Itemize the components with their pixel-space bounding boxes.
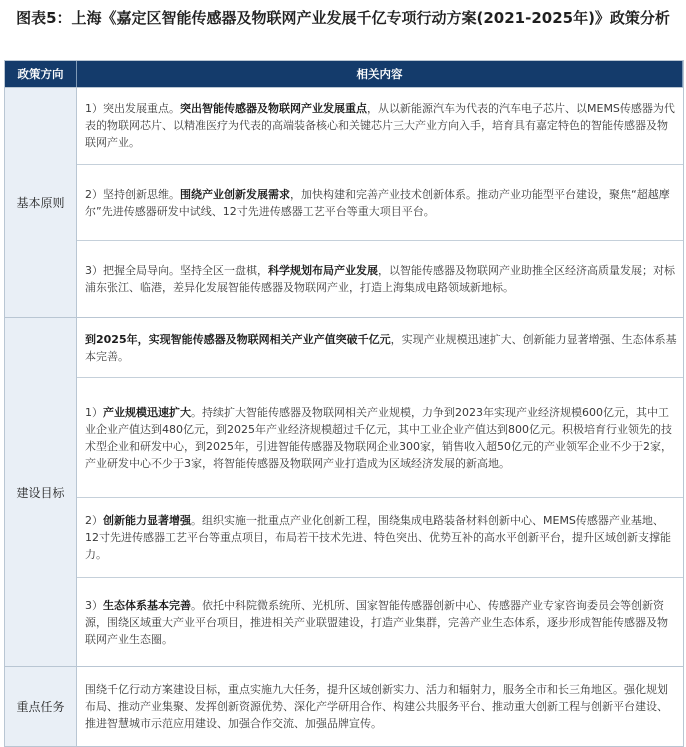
entry-text-body: 。组织实施一批重点产业化创新工程，围绕集成电路装备材料创新中心、MEMS传感器产业基地、12寸先进传感器工艺平台等重点项目，布局若干技术先进、特色突出、优势互补的高水平创新平台，提升区域创新支撑能力。 <box>85 514 671 561</box>
content-construction-goals <box>77 317 683 666</box>
entry-text-emphasis: 突出智能传感器及物联网产业发展重点 <box>180 102 367 116</box>
entry-text-prefix: 2）坚持创新思维。 <box>85 187 180 201</box>
list-item <box>77 241 683 317</box>
list-item <box>77 378 683 498</box>
list-item <box>77 165 683 242</box>
content-basic-principles <box>77 87 683 317</box>
entry-text-body: 。依托中科院微系统所、光机所、国家智能传感器创新中心、传感器产业专家咨询委员会等创新资源，围绕区域重大产业平台项目，推进相关产业联盟建设，打造产业集群，完善产业生态体系，逐步形成智能传感器及物联网产业生态圈。 <box>85 598 668 646</box>
entry-text-prefix: 3） <box>85 598 103 612</box>
list-item <box>77 88 683 165</box>
entry-text-emphasis: 产业规模迅速扩大 <box>103 405 191 419</box>
entry-text-prefix: 围绕千亿行动方案建设目标，重点实施九大任务，提升区域创新实力、活力和辐射力，服务全市和长三角地区。强化规划布局、推动产业集聚、发挥创新资源优势、深化产学研用合作、构建公共服务平台、推动重大创新工程与创新平台建设、推进智慧城市示范应用建设、加强合作交流、加强品牌宣传。 <box>85 683 668 730</box>
entry-text-body: 。持续扩大智能传感器及物联网相关产业规模，力争到2023年实现产业经济规模600亿元，其中工业企业产值达到480亿元，到2025年产业经济规模超过千亿元，其中工业企业产值达到800亿元。积极培育行业领先的技术型企业和研发中心，到2025年，引进智能传感器及物联网企业300家，销售收入超50亿元的产业领军企业不少于2家，产业研发中心不少于3家，将智能传感器及物联网产业打造成为区域经济发展的新高地。 <box>85 405 672 470</box>
category-basic-principles: 基本原则 <box>5 87 77 317</box>
entry-text-prefix: 1） <box>85 405 103 419</box>
entry-text-emphasis: 科学规划布局产业发展 <box>268 264 378 278</box>
entry-text-body: ，实现产业规模迅速扩大、创新能力显著增强、生态体系基本完善。 <box>85 332 677 363</box>
entry-text-body: ，加快构建和完善产业技术创新体系。推动产业功能型平台建设，聚焦“超越摩尔”先进传感器研发中试线、12寸先进传感器工艺平台等重大项目平台。 <box>85 187 670 218</box>
list-item <box>77 318 683 378</box>
entry-text-prefix: 3）把握全局导向。坚持全区一盘棋， <box>85 264 268 278</box>
entry-text-emphasis: 围绕产业创新发展需求 <box>180 187 290 201</box>
page-title: 图表5：上海《嘉定区智能传感器及物联网产业发展千亿专项行动方案(2021-2025年)》政策分析 <box>16 9 670 27</box>
header-policy-direction: 政策方向 <box>5 61 77 87</box>
entry-text-emphasis: 生态体系基本完善 <box>103 598 191 612</box>
policy-table <box>4 60 684 747</box>
content-key-tasks <box>77 666 683 746</box>
entry-text-body: ，以智能传感器及物联网产业助推全区经济高质量发展；对标浦东张江、临港，差异化发展智能传感器及物联网产业，打造上海集成电路领域新地标。 <box>85 264 675 295</box>
category-key-tasks: 重点任务 <box>5 666 77 746</box>
entry-text-prefix: 1）突出发展重点。 <box>85 102 180 116</box>
entry-text-emphasis: 创新能力显著增强 <box>103 514 191 527</box>
list-item <box>77 667 683 746</box>
entry-text-emphasis: 到2025年，实现智能传感器及物联网相关产业产值突破千亿元 <box>85 332 391 346</box>
list-item <box>77 578 683 666</box>
entry-text-body: ，从以新能源汽车为代表的汽车电子芯片、以MEMS传感器为代表的物联网芯片、以精准医疗为代表的高端装备核心和关键芯片三大产业方向入手，培育具有嘉定特色的智能传感器及物联网产业。 <box>85 102 675 150</box>
category-construction-goals: 建设目标 <box>5 317 77 666</box>
header-related-content: 相关内容 <box>77 61 683 87</box>
entry-text-prefix: 2） <box>85 514 103 527</box>
list-item <box>77 498 683 578</box>
